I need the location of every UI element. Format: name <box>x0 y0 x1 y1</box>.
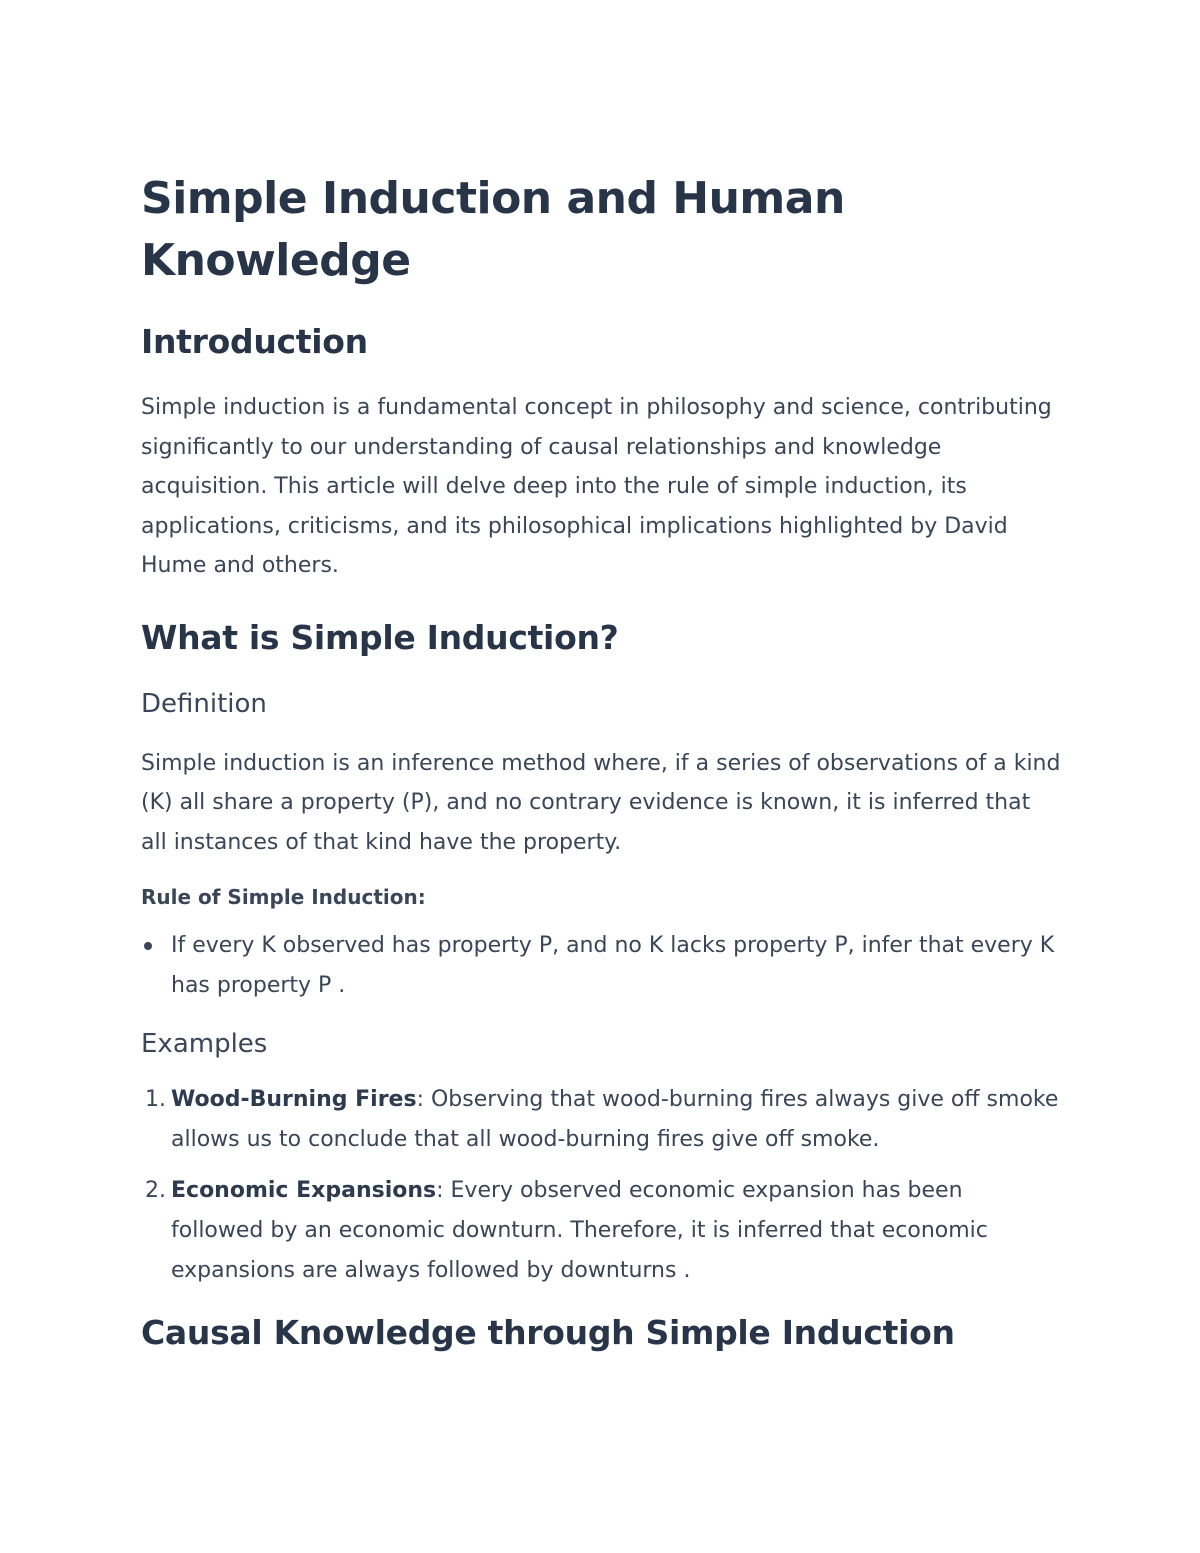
causal-knowledge-heading: Causal Knowledge through Simple Induction <box>141 1313 955 1352</box>
rule-label: Rule of Simple Induction: <box>141 885 426 909</box>
example-text: Observing that wood-burning fires always give off smoke allows us to conclude that all wood-burning fires give off smoke. <box>171 1087 1059 1152</box>
document-page <box>141 168 1061 1355</box>
example-text: Every observed economic expansion has been followed by an economic downturn. Therefore, it is inferred that economic expansions are always followed by downturns . <box>171 1178 988 1283</box>
introduction-heading: Introduction <box>141 322 368 361</box>
list-number: 2. <box>145 1178 166 1203</box>
bullet-icon <box>144 942 152 950</box>
document-title: Simple Induction and Human Knowledge <box>141 173 845 286</box>
example-term: Wood-Burning Fires <box>171 1087 417 1112</box>
example-term: Economic Expansions <box>171 1178 437 1203</box>
example-separator: : <box>416 1087 424 1112</box>
definition-paragraph: Simple induction is an inference method where, if a series of observations of a kind (K) all share a property (P), and no contrary evidence is known, it is inferred that all instances of that kind have the property. <box>141 750 1061 855</box>
list-number: 1. <box>145 1087 166 1112</box>
rule-list <box>141 926 1061 1006</box>
list-item <box>141 1171 1061 1291</box>
examples-list <box>141 1080 1061 1291</box>
what-is-simple-induction-heading: What is Simple Induction? <box>141 617 619 657</box>
definition-heading: Definition <box>141 688 267 719</box>
examples-heading: Examples <box>141 1029 268 1059</box>
list-item <box>141 926 1061 1006</box>
list-item <box>141 1080 1061 1160</box>
introduction-paragraph: Simple induction is a fundamental concept in philosophy and science, contributing significantly to our understanding of causal relationships and knowledge acquisition. This article will delve deep into the rule of simple induction, its applications, criticisms, and its philosophical implications highlighted by David Hume and others. <box>141 395 1052 578</box>
rule-text: If every K observed has property P, and no K lacks property P, infer that every K has property P . <box>171 933 1055 998</box>
example-separator: : <box>436 1178 444 1203</box>
